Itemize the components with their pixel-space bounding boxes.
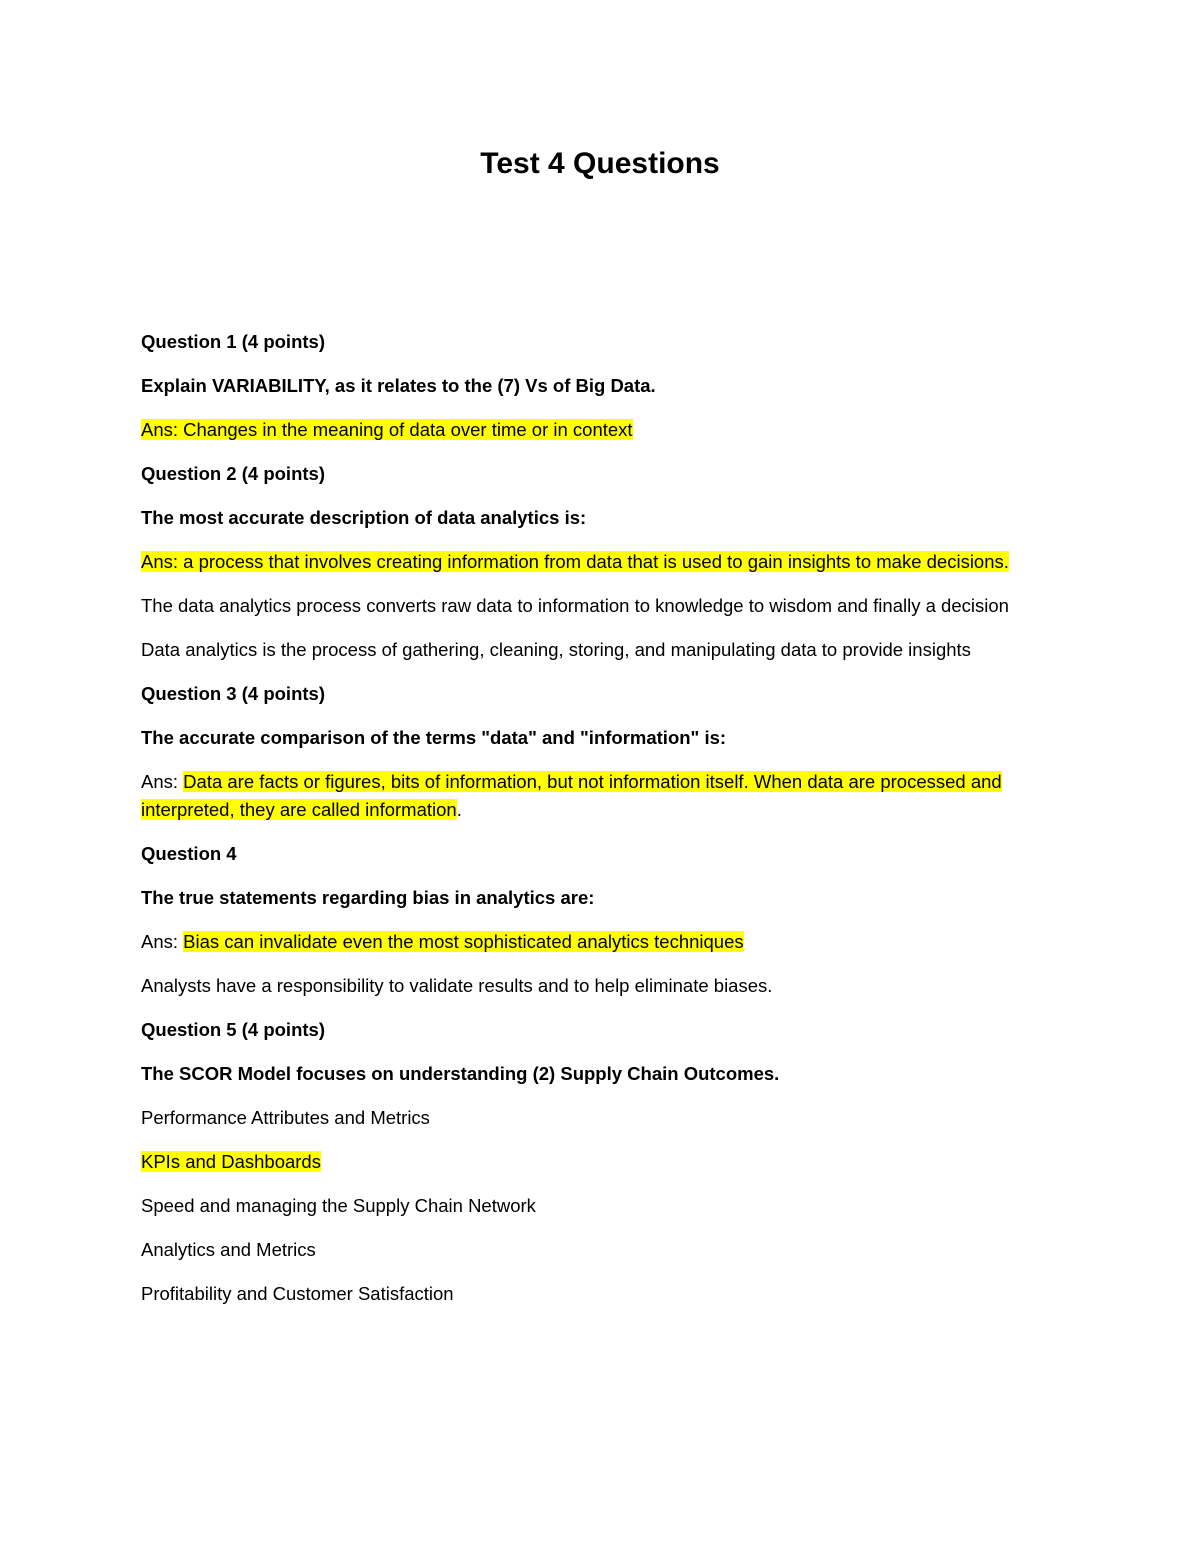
question-5-option: Speed and managing the Supply Chain Network bbox=[141, 1195, 536, 1216]
answer-prefix: Ans: bbox=[141, 771, 184, 792]
question-3-answer-text: Data are facts or figures, bits of information, but not information itself. When data are processed and interpreted, they are called information bbox=[141, 771, 1002, 820]
question-4-answer-text: Bias can invalidate even the most sophisticated analytics techniques bbox=[183, 931, 744, 952]
document-body bbox=[141, 328, 1051, 1324]
question-5-answer bbox=[141, 1148, 1051, 1176]
question-1-answer bbox=[141, 416, 1051, 444]
question-5-option: Profitability and Customer Satisfaction bbox=[141, 1283, 454, 1304]
page-title: Test 4 Questions bbox=[480, 147, 720, 180]
question-2-option: Data analytics is the process of gathering, cleaning, storing, and manipulating data to provide insights bbox=[141, 639, 971, 660]
question-5-heading: Question 5 (4 points) bbox=[141, 1019, 325, 1040]
question-4-answer bbox=[141, 928, 1051, 956]
question-1-prompt: Explain VARIABILITY, as it relates to the (7) Vs of Big Data. bbox=[141, 375, 656, 396]
question-5-option: Performance Attributes and Metrics bbox=[141, 1107, 430, 1128]
question-1-heading: Question 1 (4 points) bbox=[141, 331, 325, 352]
question-3-answer bbox=[141, 768, 1051, 824]
answer-prefix: Ans: bbox=[141, 931, 184, 952]
question-2-answer-text: Ans: a process that involves creating information from data that is used to gain insights to make decisions. bbox=[141, 551, 1009, 572]
question-3-heading: Question 3 (4 points) bbox=[141, 683, 325, 704]
answer-suffix: . bbox=[456, 799, 462, 820]
question-5-prompt: The SCOR Model focuses on understanding (2) Supply Chain Outcomes. bbox=[141, 1063, 780, 1084]
question-3-prompt: The accurate comparison of the terms "data" and "information" is: bbox=[141, 727, 727, 748]
question-4-option: Analysts have a responsibility to validate results and to help eliminate biases. bbox=[141, 975, 773, 996]
question-4-prompt: The true statements regarding bias in analytics are: bbox=[141, 887, 595, 908]
question-2-heading: Question 2 (4 points) bbox=[141, 463, 325, 484]
question-2-answer bbox=[141, 548, 1051, 576]
question-2-option: The data analytics process converts raw data to information to knowledge to wisdom and finally a decision bbox=[141, 595, 1009, 616]
question-2-prompt: The most accurate description of data analytics is: bbox=[141, 507, 587, 528]
question-4-heading: Question 4 bbox=[141, 843, 237, 864]
question-1-answer-text: Ans: Changes in the meaning of data over time or in context bbox=[141, 419, 633, 440]
question-5-answer-text: KPIs and Dashboards bbox=[141, 1151, 321, 1172]
question-5-option: Analytics and Metrics bbox=[141, 1239, 316, 1260]
